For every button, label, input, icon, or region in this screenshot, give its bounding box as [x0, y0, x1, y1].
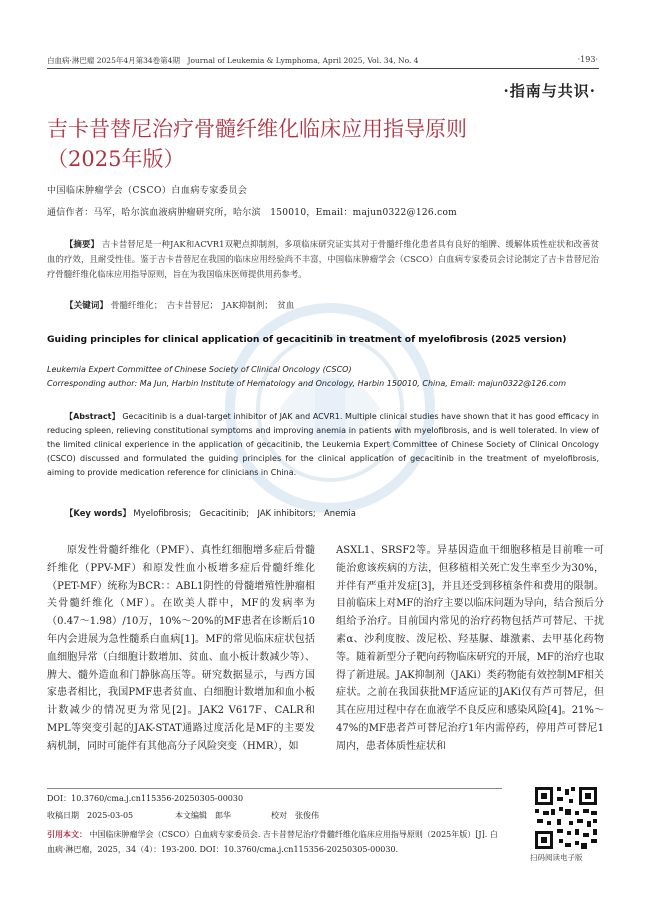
- section-tag: ·指南与共识·: [503, 82, 596, 100]
- english-abstract-text: Gecacitinib is a dual-target inhibitor of JAK and ACVR1. Multiple clinical studies have shown that it has good efficacy in reducing spleen, relieving constitutional symptoms and improving anemia in patients with myelofibrosis, and is well tolerated. In view of the limited clinical experience in the application of gecacitinib, the Leukemia Expert Committee of Chinese Society of Clinical Oncology (CSCO) discussed and formulated the guiding principles for the clinical application of gecacitinib in the treatment of myelofibrosis, aiming to provide medication reference for clinicians in China.: [47, 412, 600, 478]
- citation-text: 中国临床肿瘤学会（CSCO）白血病专家委员会. 吉卡昔替尼治疗骨髓纤维化临床应用指导原则（2025年版）[J]. 白血病·淋巴瘤，2025，34（4）：193-200. DOI：10.3760/cma.j.cn115356-20250305-00030.: [47, 830, 498, 854]
- english-keywords-text: Myelofibrosis; Gecacitinib; JAK inhibitors; Anemia: [133, 508, 356, 518]
- footer-rule: [47, 788, 502, 789]
- article-title: 吉卡昔替尼治疗骨髓纤维化临床应用指导原则（2025年版）: [47, 117, 467, 171]
- body-column-left: 原发性骨髓纤维化（PMF）、真性红细胞增多症后骨髓纤维化（PPV-MF）和原发性血小板增多症后骨髓纤维化（PET-MF）统称为BCR：：ABL1阴性的骨髓增殖性肿瘤相关骨髓纤维化（MF）。在欧美人群中，MF的发病率为（0.47～1.98）/10万，10%～20%的MF患者在诊断后10年内会进展为急性髓系白血病[1]。MF的常见临床症状包括血细胞异常（白细胞计数增加、贫血、血小板计数减少等）、脾大、髓外造血和门静脉高压等。研究数据显示，与西方国家患者相比，我国PMF患者贫血、白细胞计数增加和血小板计数减少的情况更为常见[2]。JAK2 V617F、CALR和MPL等突变引起的JAK-STAT通路过度活化是MF的主要发病机制，同时可能伴有其他高分子风险突变（HMR），如: [47, 545, 315, 752]
- keywords-zh-label: 【关键词】: [65, 301, 108, 311]
- english-keywords: [65, 507, 356, 519]
- keywords-zh: [65, 299, 294, 311]
- english-meta: [47, 363, 599, 391]
- corresponding-author: 通信作者：马军，哈尔滨血液病肿瘤研究所，哈尔滨 150010，Email：majun0322@126.com: [47, 208, 458, 218]
- citation: [47, 827, 502, 857]
- english-title: Guiding principles for clinical application of gecacitinib in treatment of myelofibrosis (2025 version): [47, 334, 567, 345]
- qr-code-icon[interactable]: [533, 785, 599, 851]
- body-column-right: ASXL1、SRSF2等。异基因造血干细胞移植是目前唯一可能治愈该疾病的方法，但移植相关死亡发生率至少为30%，并伴有严重并发症[3]，并且还受到移植条件和费用的限制。目前临床上对MF的治疗主要以临床问题为导向，结合预后分组给予治疗。目前国内常见的治疗药物包括芦可替尼、干扰素α、沙利度胺、泼尼松、羟基脲、雄激素、去甲基化药物等。随着新型分子靶向药物临床研究的开展，MF的治疗也取得了新进展。JAK抑制剂（JAKi）类药物能有效控制MF相关症状。之前在我国获批MF适应证的JAKi仅有芦可替尼，但其在应用过程中存在血液学不良反应和感染风险[4]。21%～47%的MF患者芦可替尼治疗1年内需停药，停用芦可替尼1周内，患者体质性症状和: [336, 545, 604, 752]
- proofreader: 校对 张俊伟: [271, 811, 319, 820]
- english-corresponding: Corresponding author: Ma Jun, Harbin Institute of Hematology and Oncology, Harbin 150010, China, Email: majun0322@126.com: [47, 379, 567, 388]
- journal-header: 白血病·淋巴瘤 2025年4月第34卷第4期 Journal of Leukemia & Lymphoma, April 2025, Vol. 34, No. 4: [47, 56, 419, 65]
- abstract-zh: [47, 237, 599, 282]
- doi: DOI：10.3760/cma.j.cn115356-20250305-00030: [47, 794, 244, 803]
- qr-caption: 扫码阅读电子版: [530, 853, 583, 862]
- abstract-zh-label: 【摘要】: [65, 239, 100, 249]
- editor: 本文编辑 郎华: [175, 811, 231, 820]
- authors: 中国临床肿瘤学会（CSCO）白血病专家委员会: [47, 186, 248, 196]
- citation-label: 引用本文：: [47, 829, 87, 839]
- keywords-zh-text: 骨髓纤维化； 吉卡昔替尼； JAK抑制剂； 贫血: [110, 301, 295, 311]
- english-abstract-label: 【Abstract】: [65, 412, 120, 421]
- english-abstract: [47, 410, 599, 480]
- abstract-zh-text: 吉卡昔替尼是一种JAK和ACVR1双靶点抑制剂，多项临床研究证实其对于骨髓纤维化患者具有良好的缩脾、缓解体质性症状和改善贫血的疗效，且耐受性佳。鉴于吉卡昔替尼在我国的临床应用经验尚不丰富，中国临床肿瘤学会（CSCO）白血病专家委员会讨论制定了吉卡昔替尼治疗骨髓纤维化临床应用指导原则，旨在为我国临床医师提供用药参考。: [47, 239, 600, 279]
- watermark-seal-icon: [220, 298, 440, 518]
- received-date: 收稿日期 2025-03-05: [47, 811, 134, 820]
- english-committee: Leukemia Expert Committee of Chinese Society of Clinical Oncology (CSCO): [47, 365, 352, 374]
- page-number: ·193·: [577, 55, 598, 64]
- header-rule: [47, 68, 599, 69]
- english-keywords-label: 【Key words】: [65, 508, 131, 518]
